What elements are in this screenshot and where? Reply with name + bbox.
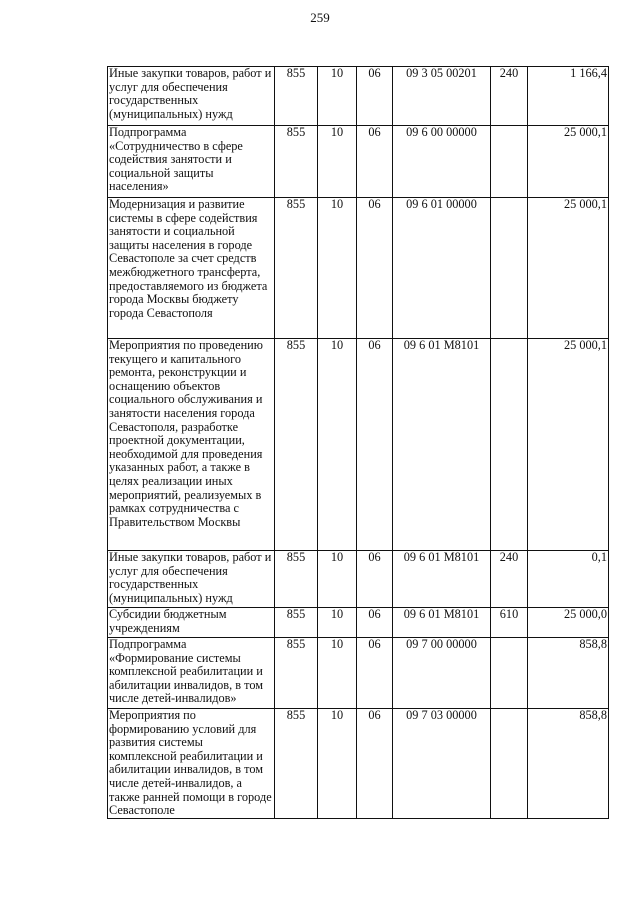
- amount-cell: 858,8: [528, 709, 609, 819]
- table-row: [108, 198, 609, 339]
- subsection-code-cell: 06: [357, 608, 393, 638]
- department-code-cell: 855: [275, 126, 318, 198]
- amount-cell: 25 000,1: [528, 126, 609, 198]
- department-code-cell: 855: [275, 67, 318, 126]
- amount-cell: 25 000,1: [528, 339, 609, 551]
- department-code-cell: 855: [275, 339, 318, 551]
- target-article-cell: 09 3 05 00201: [393, 67, 491, 126]
- table-row: [108, 551, 609, 608]
- table-row: [108, 67, 609, 126]
- expense-name-cell: Подпрограмма «Сотрудничество в сфере содействия занятости и социальной защиты населения»: [108, 126, 275, 198]
- target-article-cell: 09 6 01 M8101: [393, 551, 491, 608]
- expense-type-cell: [491, 198, 528, 339]
- expense-name-cell: Иные закупки товаров, работ и услуг для обеспечения государственных (муниципальных) нужд: [108, 551, 275, 608]
- department-code-cell: 855: [275, 198, 318, 339]
- expense-type-cell: 240: [491, 67, 528, 126]
- section-code-cell: 10: [318, 67, 357, 126]
- subsection-code-cell: 06: [357, 67, 393, 126]
- section-code-cell: 10: [318, 551, 357, 608]
- expense-name-cell: Иные закупки товаров, работ и услуг для обеспечения государственных (муниципальных) нужд: [108, 67, 275, 126]
- subsection-code-cell: 06: [357, 709, 393, 819]
- department-code-cell: 855: [275, 551, 318, 608]
- subsection-code-cell: 06: [357, 126, 393, 198]
- amount-cell: 1 166,4: [528, 67, 609, 126]
- table-row: [108, 339, 609, 551]
- target-article-cell: 09 6 00 00000: [393, 126, 491, 198]
- expense-type-cell: 610: [491, 608, 528, 638]
- expense-name-cell: Модернизация и развитие системы в сфере содействия занятости и социальной защиты населения в городе Севастополе за счет средств межбюджетного трансферта, предоставляемого из бюджета города Москвы бюджету города Севастополя: [108, 198, 275, 339]
- subsection-code-cell: 06: [357, 551, 393, 608]
- expense-type-cell: 240: [491, 551, 528, 608]
- expense-type-cell: [491, 339, 528, 551]
- target-article-cell: 09 6 01 00000: [393, 198, 491, 339]
- expense-type-cell: [491, 709, 528, 819]
- section-code-cell: 10: [318, 709, 357, 819]
- expense-name-cell: Мероприятия по проведению текущего и капитального ремонта, реконструкции и оснащению объектов социального обслуживания и занятости населения города Севастополя, разработке проектной документации, необходимой для проведения указанных работ, а также в целях реализации иных мероприятий, реализуемых в рамках сотрудничества с Правительством Москвы: [108, 339, 275, 551]
- department-code-cell: 855: [275, 638, 318, 709]
- budget-table: [107, 66, 609, 819]
- section-code-cell: 10: [318, 126, 357, 198]
- department-code-cell: 855: [275, 709, 318, 819]
- subsection-code-cell: 06: [357, 339, 393, 551]
- table-row: [108, 709, 609, 819]
- department-code-cell: 855: [275, 608, 318, 638]
- section-code-cell: 10: [318, 608, 357, 638]
- amount-cell: 25 000,1: [528, 198, 609, 339]
- section-code-cell: 10: [318, 198, 357, 339]
- section-code-cell: 10: [318, 638, 357, 709]
- table-row: [108, 608, 609, 638]
- amount-cell: 858,8: [528, 638, 609, 709]
- target-article-cell: 09 6 01 M8101: [393, 339, 491, 551]
- target-article-cell: 09 7 03 00000: [393, 709, 491, 819]
- page-number: 259: [310, 10, 330, 25]
- amount-cell: 0,1: [528, 551, 609, 608]
- amount-cell: 25 000,0: [528, 608, 609, 638]
- expense-name-cell: Субсидии бюджетным учреждениям: [108, 608, 275, 638]
- expense-name-cell: Подпрограмма «Формирование системы комплексной реабилитации и абилитации инвалидов, в том числе детей-инвалидов»: [108, 638, 275, 709]
- target-article-cell: 09 6 01 M8101: [393, 608, 491, 638]
- expense-type-cell: [491, 638, 528, 709]
- table-row: [108, 126, 609, 198]
- target-article-cell: 09 7 00 00000: [393, 638, 491, 709]
- section-code-cell: 10: [318, 339, 357, 551]
- table-row: [108, 638, 609, 709]
- subsection-code-cell: 06: [357, 638, 393, 709]
- expense-type-cell: [491, 126, 528, 198]
- expense-name-cell: Мероприятия по формированию условий для развития системы комплексной реабилитации и абилитации инвалидов, в том числе детей-инвалидов, а также ранней помощи в городе Севастополе: [108, 709, 275, 819]
- subsection-code-cell: 06: [357, 198, 393, 339]
